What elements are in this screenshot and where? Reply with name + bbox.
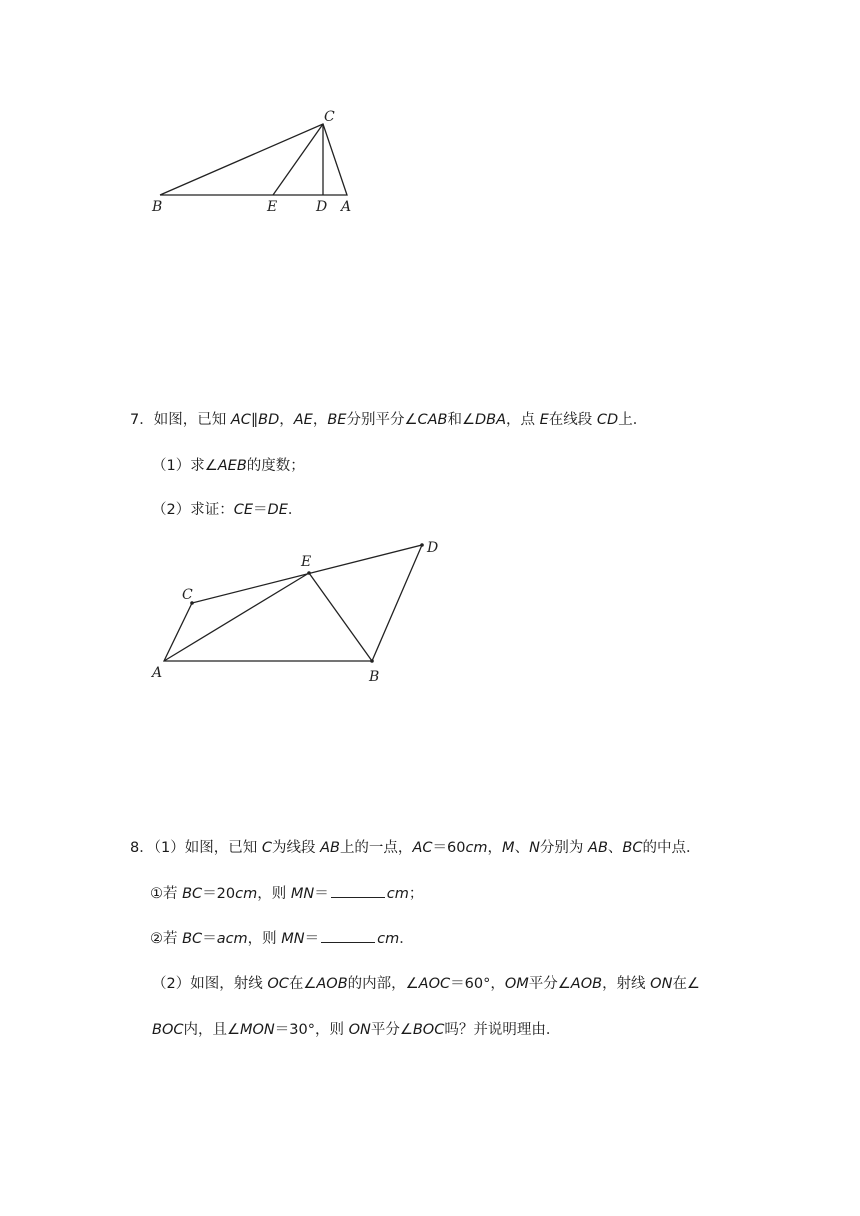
math-symbol: CD [596, 412, 619, 428]
text-run: 分别为 [539, 840, 589, 856]
text-run: （1）如图，已知 [153, 840, 262, 856]
text-run: ＝60 [432, 840, 466, 856]
label-e: E [301, 554, 312, 570]
label-c: C [324, 109, 335, 125]
text-run: 上． [618, 412, 648, 428]
math-symbol: cm [377, 931, 400, 947]
text-run: 在线段 [548, 412, 597, 428]
text-run: ①若 [150, 886, 183, 902]
math-symbol: MN [281, 931, 305, 947]
text-run: 、 [607, 840, 623, 856]
label-e: E [267, 199, 278, 215]
math-symbol: cm [235, 886, 258, 902]
math-symbol: OM [504, 976, 529, 992]
label-a: A [341, 199, 352, 215]
figure-triangle-bea [140, 105, 380, 225]
text-run: 内，且∠ [183, 1022, 240, 1038]
text-run: 吗？并说明理由． [444, 1022, 561, 1038]
text-run: ②若 [150, 931, 183, 947]
math-symbol: MON [240, 1022, 275, 1038]
q7-part2 [152, 500, 302, 520]
text-run: ， [312, 412, 328, 428]
answer-blank [331, 883, 385, 898]
text-run: ． [399, 931, 414, 947]
text-run: 平分∠ [370, 1022, 413, 1038]
math-symbol: BOC [412, 1022, 445, 1038]
math-symbol: BE [327, 412, 347, 428]
point-b [370, 659, 374, 663]
math-symbol: C [261, 840, 272, 856]
point-e [307, 571, 311, 575]
math-symbol: AB [320, 840, 340, 856]
text-run: ＝20 [202, 886, 236, 902]
math-symbol: DBA [474, 412, 507, 428]
text-run: 、 [514, 840, 530, 856]
label-b: B [369, 669, 380, 685]
math-symbol: acm [216, 931, 248, 947]
math-symbol: cm [465, 840, 488, 856]
math-symbol: BC [622, 840, 643, 856]
text-run: ，射线 [602, 976, 651, 992]
answer-blank [321, 928, 375, 943]
text-run: 的内部，∠ [347, 976, 419, 992]
text-run: ＝ [253, 502, 268, 518]
text-run: ＝60°， [450, 976, 505, 992]
text-run: 和∠ [447, 412, 475, 428]
text-run: ＝ [314, 886, 329, 902]
text-run: （1）求∠ [152, 458, 218, 474]
text-run: 的中点． [642, 840, 701, 856]
math-symbol: AC [230, 412, 251, 428]
text-run: 如图，已知 [153, 412, 231, 428]
math-symbol: MN [290, 886, 315, 902]
text-run: 上的一点， [339, 840, 413, 856]
text-run: ＝ [202, 931, 217, 947]
text-run: ； [408, 886, 424, 902]
label-c: C [182, 587, 193, 603]
figure-quadrilateral-acdb [140, 530, 460, 690]
math-symbol: CAB [417, 412, 448, 428]
text-run: 的度数； [246, 458, 305, 474]
q8-part2-line2 [152, 1020, 560, 1040]
math-symbol: BOC [152, 1022, 184, 1038]
text-run: ，则 [247, 931, 282, 947]
math-symbol: N [529, 840, 540, 856]
text-run: （2）如图，射线 [152, 976, 268, 992]
math-symbol: BC [182, 886, 203, 902]
segment-be [309, 573, 372, 661]
text-run: ， [279, 412, 294, 428]
q8-part2-line1 [152, 974, 700, 994]
math-symbol: CE [233, 502, 254, 518]
text-run: ，则 [257, 886, 291, 902]
math-symbol: OC [267, 976, 289, 992]
math-symbol: AC [412, 840, 433, 856]
math-symbol: cm [386, 886, 409, 902]
text-run: （2）求证： [152, 502, 234, 518]
text-run: 在∠ [288, 976, 317, 992]
label-b: B [152, 199, 163, 215]
text-run: ∥ [250, 412, 259, 428]
q7-stem [130, 410, 647, 430]
math-symbol: E [539, 412, 549, 428]
text-run: 分别平分∠ [346, 412, 418, 428]
point-d [420, 543, 424, 547]
math-symbol: DE [267, 502, 288, 518]
text-run: 平分∠ [528, 976, 571, 992]
math-symbol: AOC [418, 976, 451, 992]
text-run: ＝ [304, 931, 320, 947]
math-symbol: M [502, 840, 515, 856]
q8-number: 8． [130, 840, 154, 856]
math-symbol: AE [293, 412, 313, 428]
text-run: ， [487, 840, 503, 856]
math-symbol: ON [348, 1022, 371, 1038]
math-symbol: ON [650, 976, 673, 992]
text-run: 为线段 [271, 840, 321, 856]
label-a: A [152, 665, 163, 681]
label-d: D [427, 540, 439, 556]
math-symbol: BD [258, 412, 280, 428]
quad-outline [164, 545, 422, 661]
text-run: 在∠ [672, 976, 700, 992]
math-symbol: AB [588, 840, 608, 856]
q8-sub1 [150, 883, 423, 904]
triangle-outline [160, 124, 347, 195]
text-run: ，点 [506, 412, 540, 428]
text-run: ＝30°，则 [274, 1022, 349, 1038]
q8-stem [130, 838, 700, 858]
math-symbol: AEB [217, 458, 247, 474]
label-d: D [316, 199, 328, 215]
math-symbol: AOB [316, 976, 348, 992]
text-run: ． [287, 502, 303, 518]
math-symbol: AOB [570, 976, 603, 992]
math-symbol: BC [182, 931, 203, 947]
q7-number: 7． [130, 412, 154, 428]
q8-sub2 [150, 928, 414, 949]
q7-part1 [152, 456, 305, 476]
